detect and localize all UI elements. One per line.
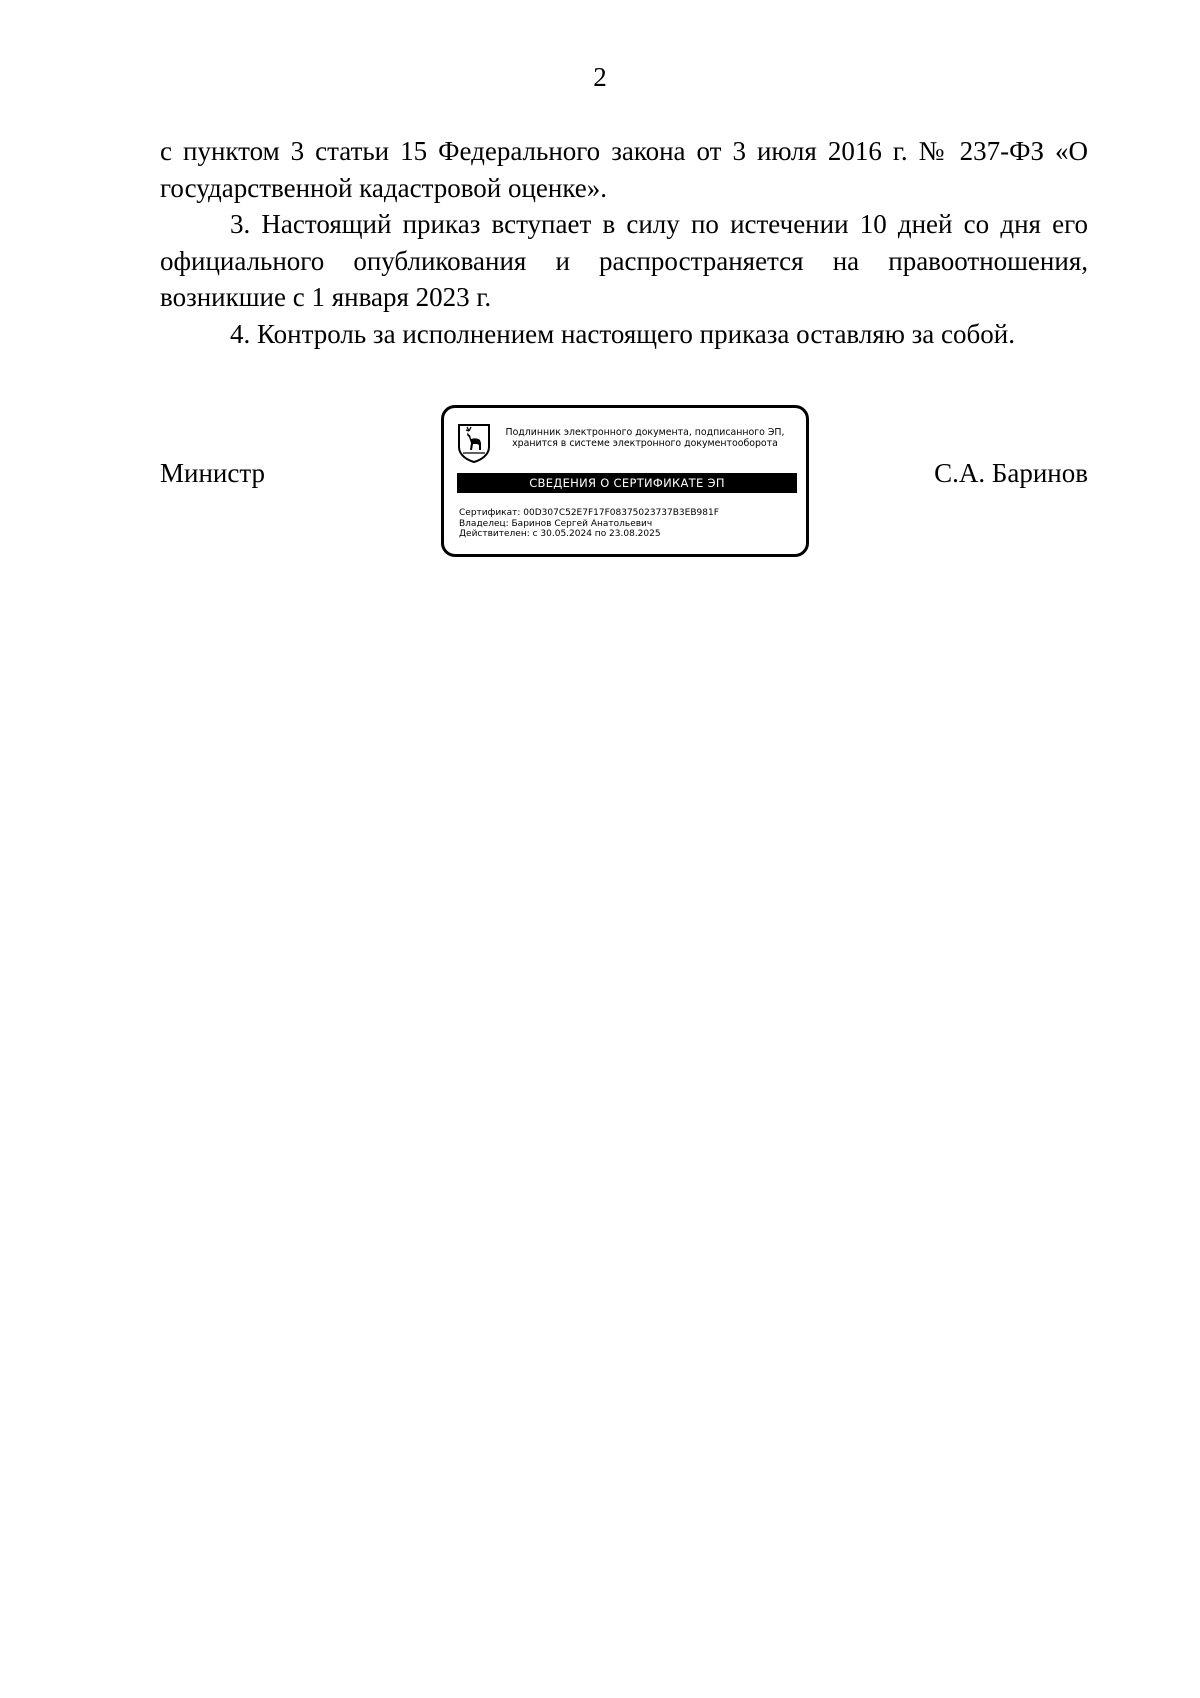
coat-of-arms-deer-icon bbox=[457, 423, 491, 463]
signer-name: С.А. Баринов bbox=[934, 458, 1088, 488]
page-number: 2 bbox=[593, 62, 607, 92]
stamp-owner: Владелец: Баринов Сергей Анатольевич bbox=[459, 518, 653, 529]
stamp-certificate-details bbox=[459, 508, 799, 540]
stamp-header bbox=[490, 427, 800, 449]
document-body bbox=[160, 133, 1088, 352]
paragraph-item-3: 3. Настоящий приказ вступает в силу по истечении 10 дней со дня его официального опубликования и распространяется на правоотношения, возникшие с 1 января 2023 г. bbox=[160, 209, 1088, 312]
electronic-signature-stamp bbox=[441, 405, 809, 557]
stamp-certificate-number: Сертификат: 00D307C52E7F17F08375023737B3EB981F bbox=[459, 508, 719, 518]
stamp-header-line-1: Подлинник электронного документа, подписанного ЭП, bbox=[505, 427, 785, 438]
stamp-validity: Действителен: с 30.05.2024 по 23.08.2025 bbox=[459, 529, 661, 539]
stamp-certificate-bar: СВЕДЕНИЯ О СЕРТИФИКАТЕ ЭП bbox=[457, 473, 797, 493]
paragraph-continuation: с пунктом 3 статьи 15 Федерального закона от 3 июля 2016 г. № 237-ФЗ «О государственной кадастровой оценке». bbox=[160, 136, 1088, 203]
paragraph-item-4: 4. Контроль за исполнением настоящего приказа оставляю за собой. bbox=[230, 318, 1015, 349]
signer-title: Министр bbox=[160, 458, 265, 488]
stamp-header-line-2: хранится в системе электронного документооборота bbox=[512, 438, 778, 449]
